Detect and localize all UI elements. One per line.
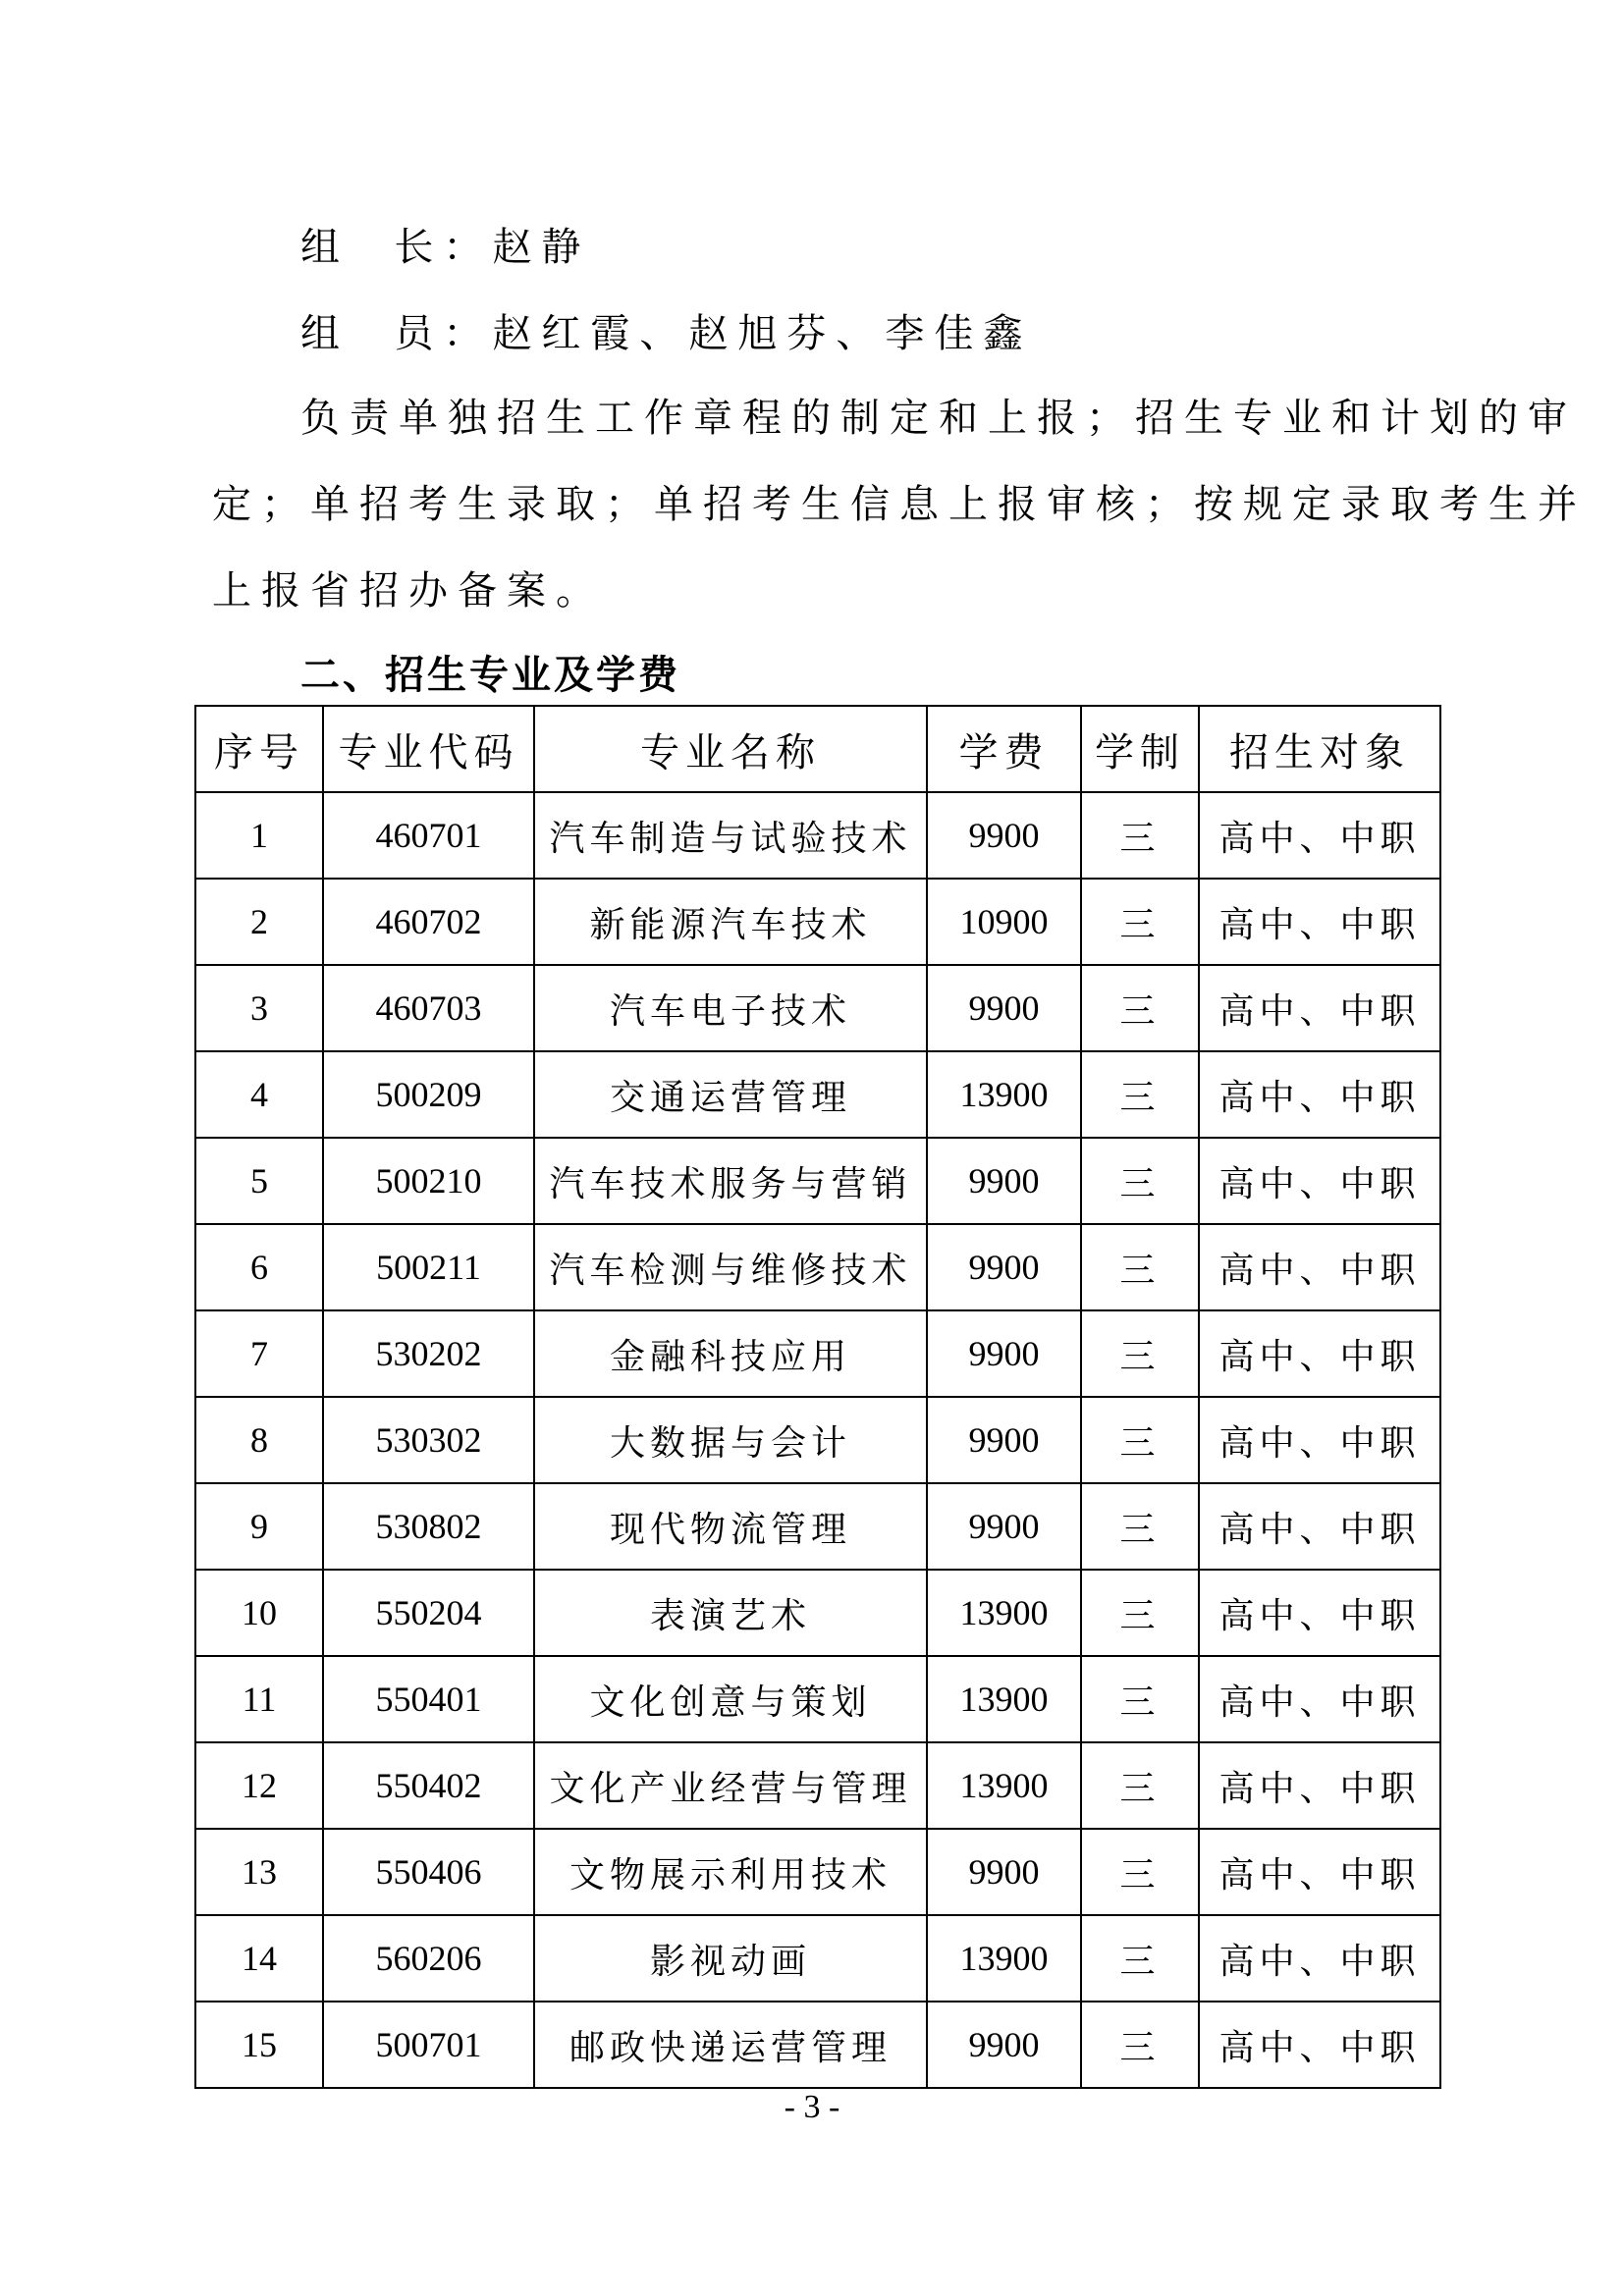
cell-index: 12	[195, 1742, 323, 1829]
header-duration: 学制	[1081, 706, 1199, 792]
cell-target: 高中、中职	[1199, 1829, 1440, 1915]
cell-index: 10	[195, 1570, 323, 1656]
cell-index: 14	[195, 1915, 323, 2002]
cell-duration: 三	[1081, 1310, 1199, 1397]
cell-code: 530202	[323, 1310, 534, 1397]
members-names: 赵红霞、赵旭芬、李佳鑫	[492, 311, 1033, 356]
cell-duration: 三	[1081, 1397, 1199, 1483]
cell-target: 高中、中职	[1199, 1915, 1440, 2002]
cell-tuition: 13900	[927, 1051, 1081, 1138]
cell-target: 高中、中职	[1199, 1483, 1440, 1570]
table-row	[195, 1656, 1440, 1742]
cell-index: 15	[195, 2002, 323, 2088]
cell-index: 13	[195, 1829, 323, 1915]
cell-duration: 三	[1081, 1224, 1199, 1310]
cell-code: 500209	[323, 1051, 534, 1138]
cell-code: 550401	[323, 1656, 534, 1742]
table-row	[195, 792, 1440, 879]
cell-code: 530802	[323, 1483, 534, 1570]
header-index: 序号	[195, 706, 323, 792]
cell-major-name: 文化产业经营与管理	[534, 1742, 927, 1829]
cell-index: 3	[195, 965, 323, 1051]
cell-major-name: 大数据与会计	[534, 1397, 927, 1483]
cell-tuition: 10900	[927, 879, 1081, 965]
table-row	[195, 1397, 1440, 1483]
cell-code: 530302	[323, 1397, 534, 1483]
duty-line-1: 负责单独招生工作章程的制定和上报；招生专业和计划的审	[300, 396, 1577, 441]
cell-duration: 三	[1081, 792, 1199, 879]
leader-names: 赵静	[492, 225, 591, 270]
cell-major-name: 汽车电子技术	[534, 965, 927, 1051]
cell-tuition: 13900	[927, 1570, 1081, 1656]
table-row	[195, 1138, 1440, 1224]
header-tuition: 学费	[927, 706, 1081, 792]
duty-line-2: 定；单招考生录取；单招考生信息上报审核；按规定录取考生并	[212, 482, 1587, 527]
cell-target: 高中、中职	[1199, 1656, 1440, 1742]
cell-tuition: 9900	[927, 2002, 1081, 2088]
cell-code: 500210	[323, 1138, 534, 1224]
header-code: 专业代码	[323, 706, 534, 792]
cell-target: 高中、中职	[1199, 1310, 1440, 1397]
cell-code: 460703	[323, 965, 534, 1051]
cell-index: 2	[195, 879, 323, 965]
cell-index: 11	[195, 1656, 323, 1742]
duty-line-3: 上报省招办备案。	[212, 568, 605, 614]
cell-tuition: 13900	[927, 1915, 1081, 2002]
cell-duration: 三	[1081, 1742, 1199, 1829]
table-row	[195, 879, 1440, 965]
header-major-name: 专业名称	[534, 706, 927, 792]
table-row	[195, 1742, 1440, 1829]
cell-duration: 三	[1081, 1656, 1199, 1742]
cell-major-name: 交通运营管理	[534, 1051, 927, 1138]
table-row	[195, 1829, 1440, 1915]
cell-tuition: 9900	[927, 965, 1081, 1051]
cell-duration: 三	[1081, 879, 1199, 965]
cell-index: 5	[195, 1138, 323, 1224]
cell-tuition: 9900	[927, 1310, 1081, 1397]
cell-code: 550406	[323, 1829, 534, 1915]
cell-target: 高中、中职	[1199, 1051, 1440, 1138]
members-label: 组 员：	[300, 311, 493, 356]
cell-code: 560206	[323, 1915, 534, 2002]
cell-duration: 三	[1081, 965, 1199, 1051]
table-row	[195, 1483, 1440, 1570]
cell-duration: 三	[1081, 1915, 1199, 2002]
cell-index: 7	[195, 1310, 323, 1397]
cell-target: 高中、中职	[1199, 1138, 1440, 1224]
cell-target: 高中、中职	[1199, 792, 1440, 879]
cell-major-name: 汽车技术服务与营销	[534, 1138, 927, 1224]
cell-duration: 三	[1081, 1829, 1199, 1915]
cell-index: 4	[195, 1051, 323, 1138]
cell-major-name: 影视动画	[534, 1915, 927, 2002]
cell-target: 高中、中职	[1199, 1397, 1440, 1483]
cell-index: 9	[195, 1483, 323, 1570]
header-target: 招生对象	[1199, 706, 1440, 792]
cell-code: 500701	[323, 2002, 534, 2088]
majors-table	[194, 705, 1441, 2089]
cell-major-name: 新能源汽车技术	[534, 879, 927, 965]
table-row	[195, 965, 1440, 1051]
cell-major-name: 文物展示利用技术	[534, 1829, 927, 1915]
cell-duration: 三	[1081, 1570, 1199, 1656]
cell-duration: 三	[1081, 1138, 1199, 1224]
cell-code: 460701	[323, 792, 534, 879]
cell-target: 高中、中职	[1199, 965, 1440, 1051]
cell-index: 1	[195, 792, 323, 879]
table-row	[195, 1570, 1440, 1656]
cell-code: 500211	[323, 1224, 534, 1310]
cell-major-name: 汽车检测与维修技术	[534, 1224, 927, 1310]
leader-line	[300, 225, 591, 270]
cell-target: 高中、中职	[1199, 1224, 1440, 1310]
cell-target: 高中、中职	[1199, 879, 1440, 965]
cell-code: 550402	[323, 1742, 534, 1829]
table-header-row	[195, 706, 1440, 792]
section-title: 二、招生专业及学费	[300, 653, 680, 698]
cell-tuition: 9900	[927, 1224, 1081, 1310]
cell-tuition: 13900	[927, 1742, 1081, 1829]
cell-tuition: 9900	[927, 792, 1081, 879]
cell-tuition: 9900	[927, 1483, 1081, 1570]
cell-index: 8	[195, 1397, 323, 1483]
cell-target: 高中、中职	[1199, 2002, 1440, 2088]
cell-major-name: 表演艺术	[534, 1570, 927, 1656]
cell-major-name: 邮政快递运营管理	[534, 2002, 927, 2088]
table-row	[195, 1915, 1440, 2002]
cell-code: 550204	[323, 1570, 534, 1656]
cell-duration: 三	[1081, 2002, 1199, 2088]
cell-code: 460702	[323, 879, 534, 965]
cell-major-name: 汽车制造与试验技术	[534, 792, 927, 879]
cell-tuition: 13900	[927, 1656, 1081, 1742]
cell-index: 6	[195, 1224, 323, 1310]
table-row	[195, 1051, 1440, 1138]
cell-tuition: 9900	[927, 1138, 1081, 1224]
table-row	[195, 1310, 1440, 1397]
cell-duration: 三	[1081, 1051, 1199, 1138]
table-row	[195, 2002, 1440, 2088]
leader-label: 组 长：	[300, 225, 493, 270]
cell-target: 高中、中职	[1199, 1742, 1440, 1829]
cell-tuition: 9900	[927, 1829, 1081, 1915]
table-row	[195, 1224, 1440, 1310]
cell-target: 高中、中职	[1199, 1570, 1440, 1656]
page-number: - 3 -	[784, 2089, 840, 2125]
cell-major-name: 现代物流管理	[534, 1483, 927, 1570]
cell-major-name: 文化创意与策划	[534, 1656, 927, 1742]
cell-duration: 三	[1081, 1483, 1199, 1570]
members-line	[300, 311, 1033, 356]
cell-major-name: 金融科技应用	[534, 1310, 927, 1397]
cell-tuition: 9900	[927, 1397, 1081, 1483]
